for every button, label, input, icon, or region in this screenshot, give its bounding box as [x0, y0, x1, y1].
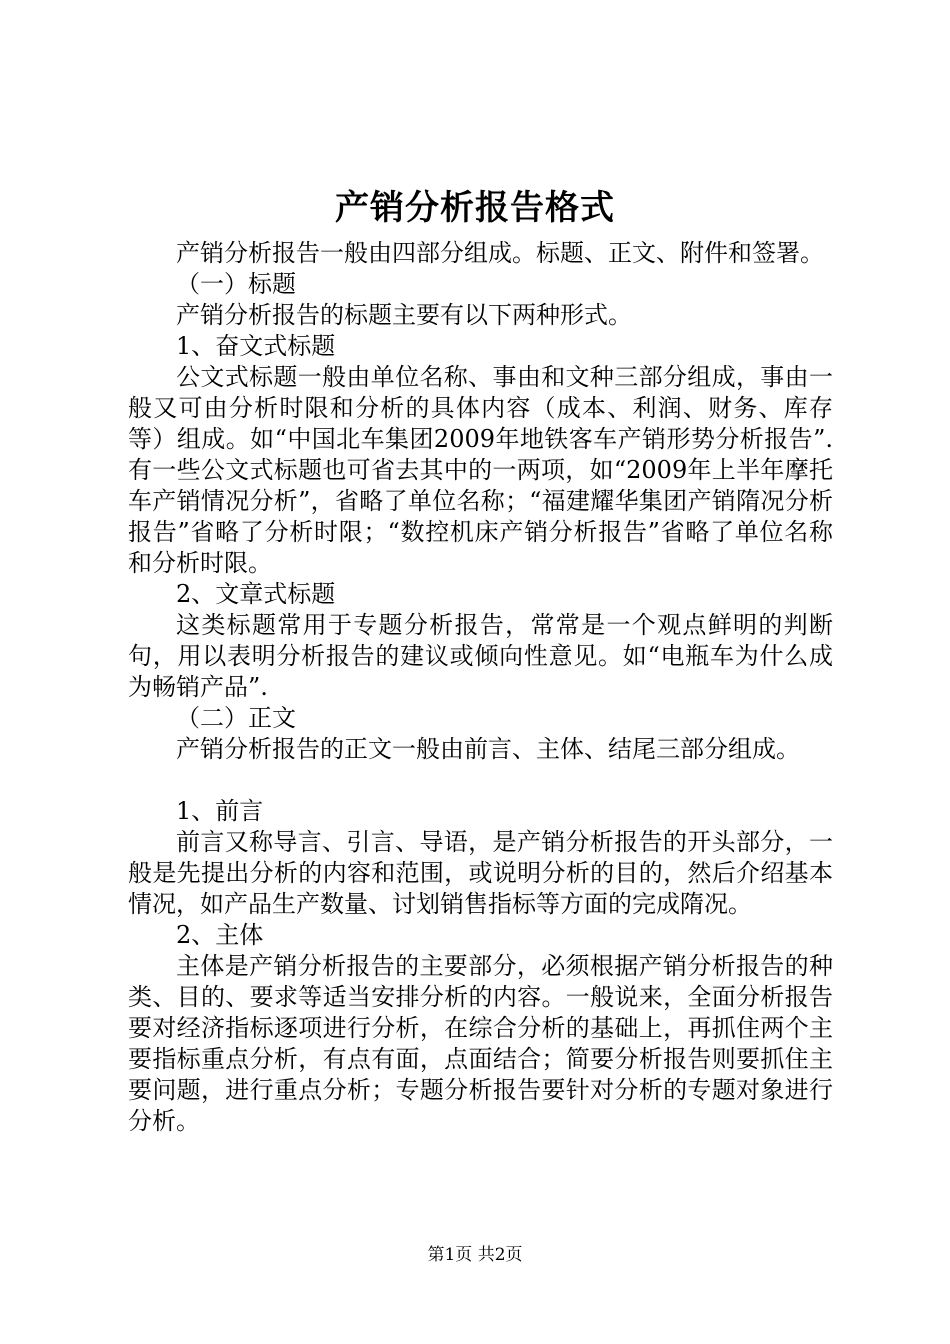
- paragraph: 产销分析报告的正文一般由前言、主体、结尾三部分组成。: [176, 735, 800, 763]
- section-heading: （一）标题: [176, 270, 296, 298]
- section-heading: （二）正文: [176, 704, 296, 732]
- section-heading: 2、文章式标题: [176, 580, 336, 608]
- document-title: 产销分析报告格式: [335, 188, 615, 228]
- section-heading: 2、主体: [176, 921, 264, 949]
- section-heading: 1、奋文式标题: [176, 332, 336, 360]
- paragraph: 前言又称导言、引言、导语，是产销分析报告的开头部分，一般是先提出分析的内容和范围，或说明分析的目的，然后介绍基本情况，如产品生产数量、讨划销售指标等方面的完成隋况。: [128, 828, 833, 918]
- blank-line: [128, 765, 833, 796]
- section-heading: 1、前言: [176, 797, 264, 825]
- paragraph: 这类标题常用于专题分析报告，常常是一个观点鲜明的判断句，用以表明分析报告的建议或倾向性意见。如“电瓶车为什么成为畅销产品”.: [128, 611, 833, 701]
- paragraph: 产销分析报告一般由四部分组成。标题、正文、附件和签署。: [176, 239, 824, 267]
- paragraph: 产销分析报告的标题主要有以下两种形式。: [176, 301, 632, 329]
- document-body: [128, 238, 833, 1137]
- page-footer: 第1页 共2页: [427, 1245, 523, 1265]
- paragraph: 公文式标题一般由单位名称、事由和文种三部分组成，事由一般又可由分析时限和分析的具体内容（成本、利润、财务、库存等）组成。如“中国北车集团2009年地铁客车产销形势分析报告”.有一些公文式标题也可省去其中的一两项，如“2009年上半年摩托车产销情况分析”，省略了单位名称；“福建耀华集团产销隋况分析报告”省略了分析时限；“数控机床产销分析报告”省略了单位名称和分析时限。: [128, 363, 833, 577]
- paragraph: 主体是产销分析报告的主要部分，必须根据产销分析报告的种类、目的、要求等适当安排分析的内容。一般说来，全面分析报告要对经济指标逐项进行分析，在综合分析的基础上，再抓住两个主要指标重点分析，有点有面，点面结合；简要分析报告则要抓住主要问题，进行重点分析；专题分析报告要针对分析的专题对象进行分析。: [128, 952, 833, 1135]
